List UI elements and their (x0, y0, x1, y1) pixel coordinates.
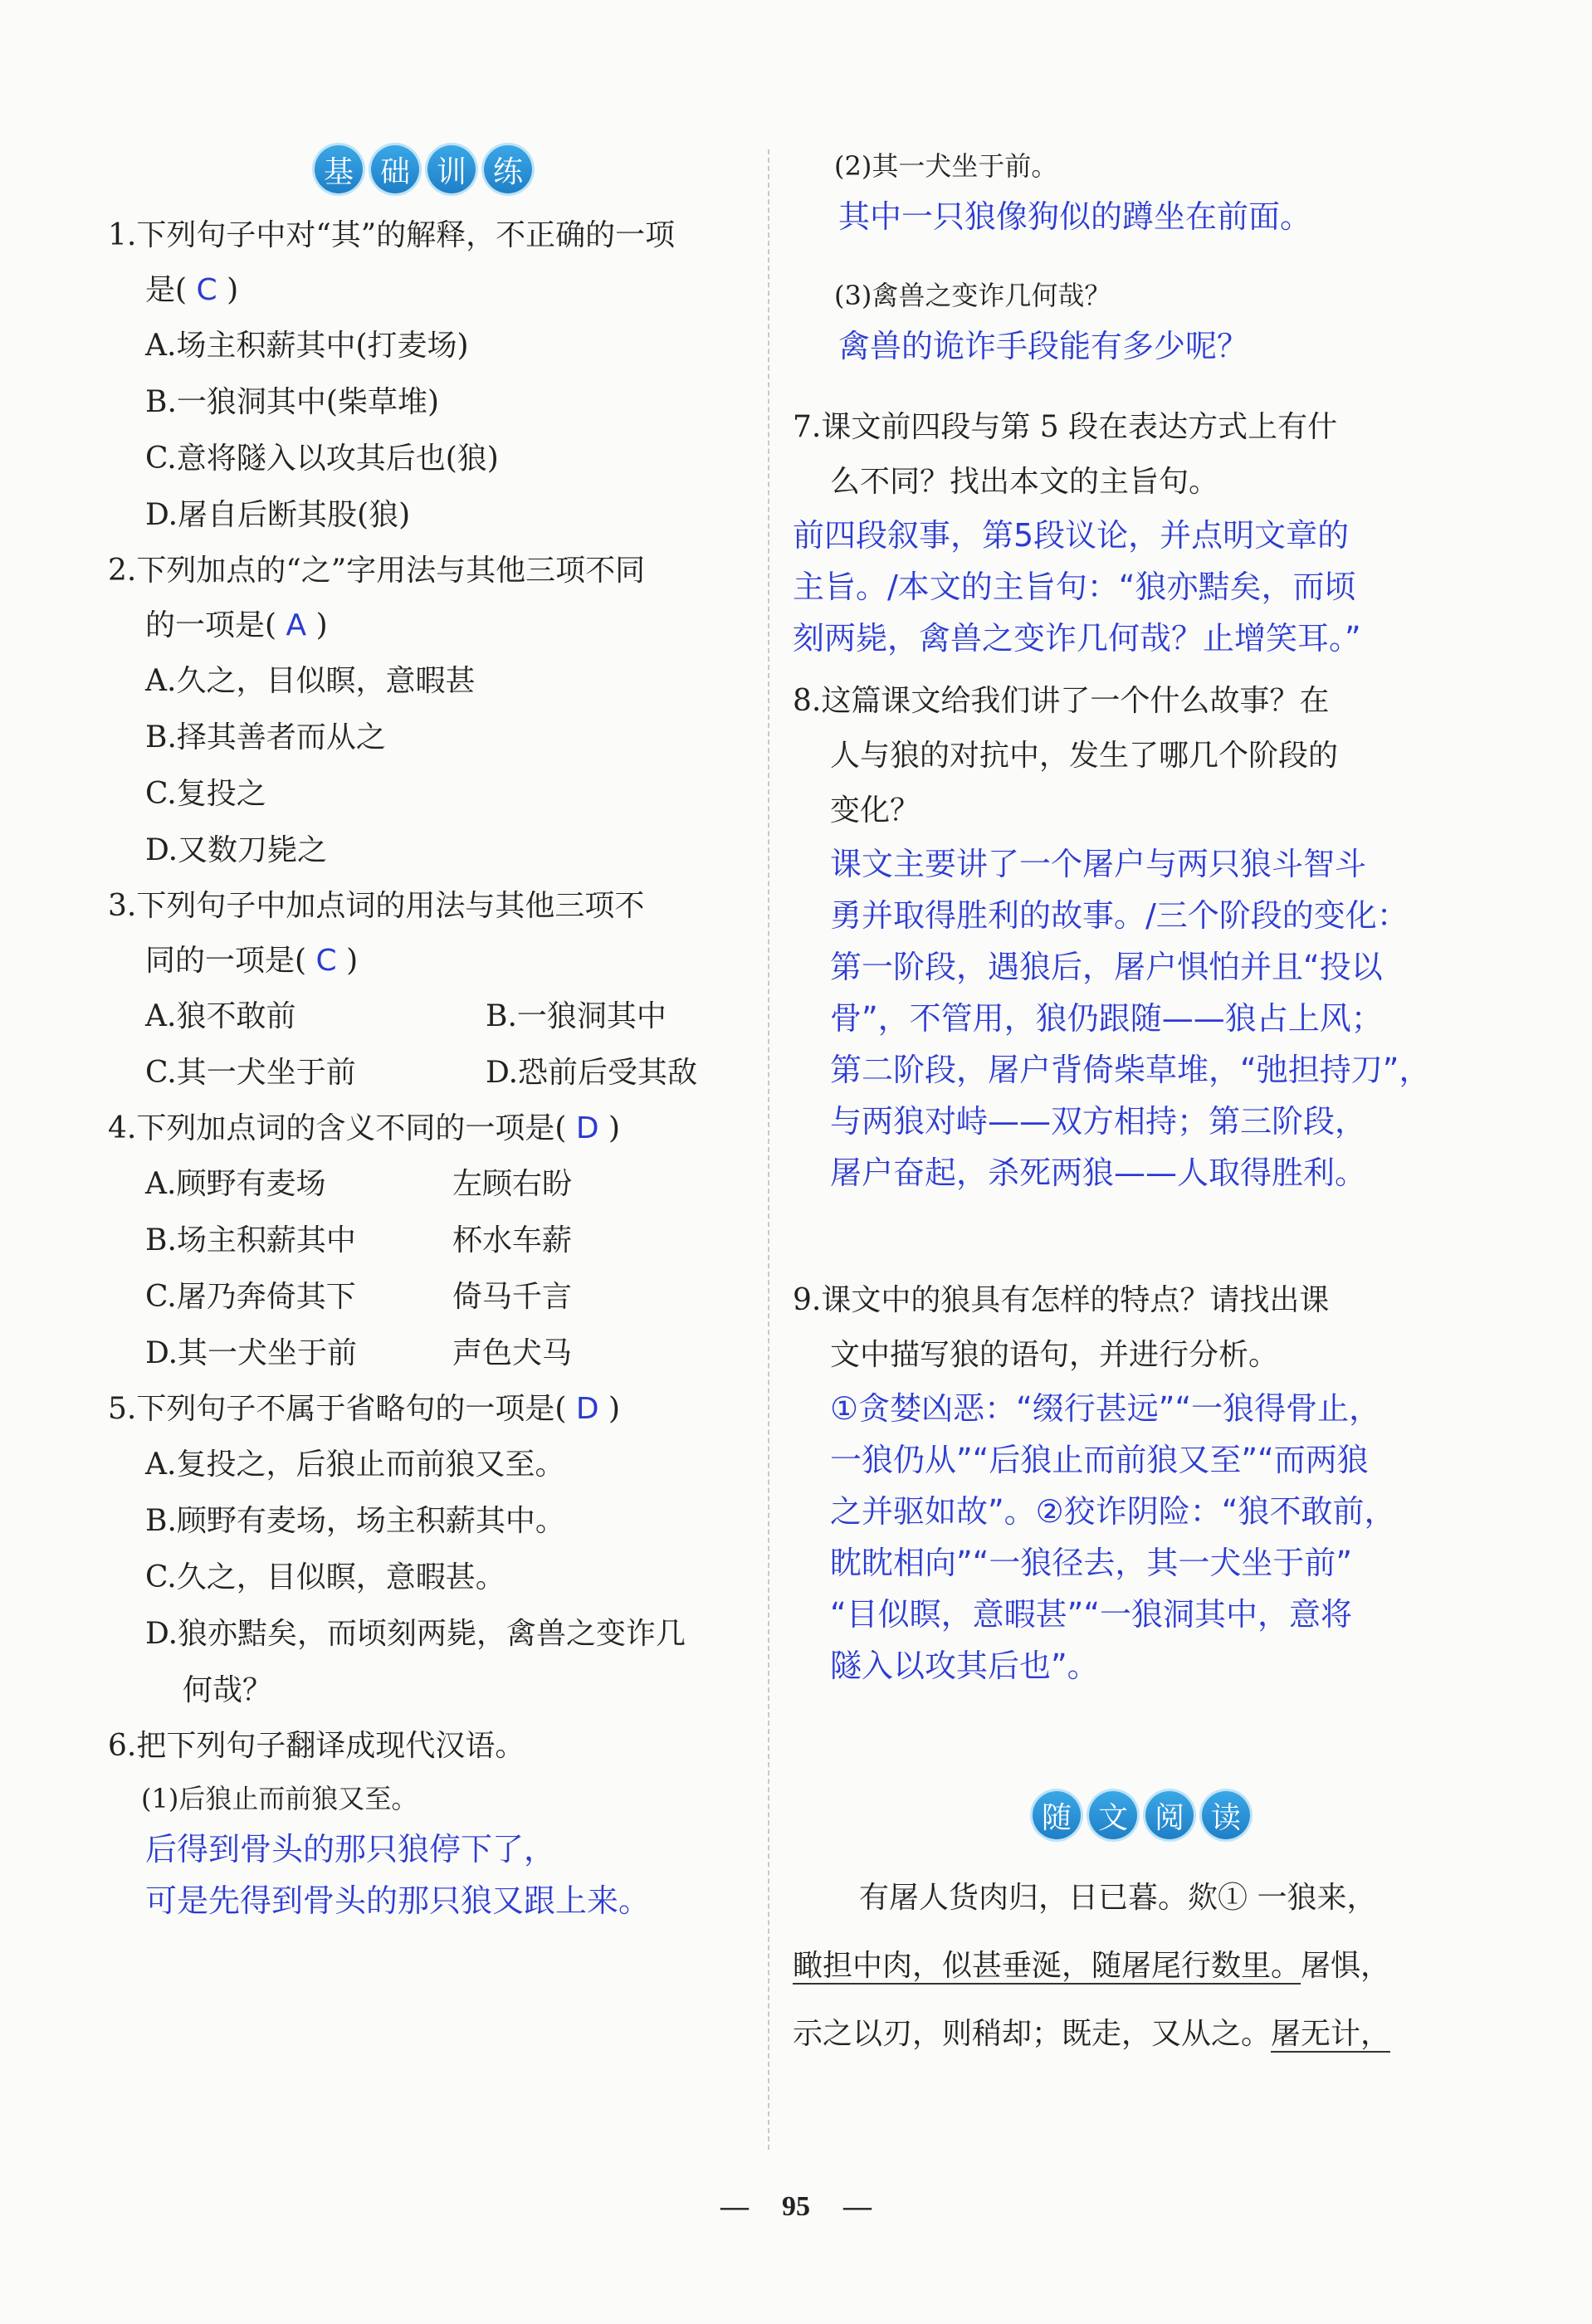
page-number (0, 2191, 1592, 2223)
section-header-basic-training (108, 145, 739, 193)
question-1 (108, 208, 739, 318)
question-2 (108, 544, 739, 653)
translation-sentence-2: (2)其一犬坐于前。 (834, 150, 1058, 182)
translation-answer-3: 禽兽的诡诈手段能有多少呢？ (838, 328, 1249, 364)
question-stem: ) (315, 608, 328, 642)
answer-line: 第一阶段，遇狼后，屠户惧怕并且“投以 (830, 949, 1383, 985)
option-row (108, 1156, 739, 1213)
section-badge: 随 (1033, 1791, 1081, 1839)
question-stem: 4.下列加点词的含义不同的一项是( (108, 1111, 567, 1145)
option-row (108, 1269, 739, 1326)
question-stem: 文中描写狼的语句，并进行分析。 (830, 1338, 1279, 1372)
option: C.意将隧入以攻其后也(狼) (145, 442, 499, 476)
option: B.顾野有麦场，场主积薪其中。 (145, 1504, 565, 1538)
answer-line: 课文主要讲了一个屠户与两只狼斗智斗 (830, 846, 1367, 882)
option: A.场主积薪其中(打麦场) (145, 329, 469, 363)
question-stem: ) (346, 944, 359, 978)
question-stem: 9.课文中的狼具有怎样的特点？请找出课 (793, 1283, 1330, 1317)
question-8-answer (793, 838, 1490, 1199)
question-9-answer (793, 1383, 1490, 1692)
answer-line: 之并驱如故”。②狡诈阴险：“狼不敢前， (830, 1493, 1396, 1530)
option-compare: 声色犬马 (452, 1336, 573, 1370)
answer-choice: C (315, 944, 337, 978)
option: A.久之，目似瞑，意暇甚 (145, 664, 476, 698)
option: C.屠乃奔倚其下 (145, 1280, 356, 1314)
answer-choice: C (196, 273, 217, 307)
passage-text: 屠惧， (1301, 1949, 1391, 1983)
translation-answer-1 (108, 1824, 739, 1926)
answer-line: 与两狼对峙——双方相持；第三阶段， (830, 1103, 1367, 1140)
section-badge: 础 (371, 145, 419, 193)
question-stem: 么不同？找出本文的主旨句。 (830, 465, 1219, 499)
question-7 (793, 400, 1490, 510)
question-stem: ) (608, 1392, 621, 1426)
option-row (108, 989, 739, 1045)
option: B.一狼洞其中 (486, 999, 667, 1033)
section-badge: 基 (315, 145, 363, 193)
option: C.复投之 (145, 777, 266, 811)
page-number-value: 95 (782, 2191, 810, 2222)
option: D.其一犬坐于前 (145, 1336, 358, 1370)
question-9 (793, 1273, 1490, 1383)
option: B.场主积薪其中 (145, 1223, 356, 1257)
translation-answer-2: 其中一只狼像狗似的蹲坐在前面。 (838, 198, 1312, 235)
answer-line: 屠户奋起，杀死两狼——人取得胜利。 (830, 1155, 1367, 1191)
section-badge: 训 (427, 145, 476, 193)
option: D.又数刀毙之 (145, 833, 328, 867)
option: D.屠自后断其股(狼) (145, 498, 411, 532)
option: B.择其善者而从之 (145, 720, 386, 754)
question-stem: 8.这篇课文给我们讲了一个什么故事？在 (793, 684, 1330, 718)
underlined-sentence: 屠无计， (1271, 2017, 1391, 2051)
option-compare: 倚马千言 (452, 1280, 573, 1314)
question-stem: 2.下列加点的“之”字用法与其他三项不同 (108, 554, 646, 588)
option: A.复投之，后狼止而前狼又至。 (145, 1448, 565, 1482)
answer-line: “目似瞑，意暇甚”“一狼洞其中，意将 (830, 1596, 1353, 1633)
section-badge: 阅 (1145, 1791, 1194, 1839)
question-stem: 1.下列句子中对“其”的解释，不正确的一项 (108, 218, 676, 252)
answer-line: 隧入以攻其后也”。 (830, 1648, 1099, 1684)
question-8 (793, 674, 1490, 838)
question-6-stem: 6.把下列句子翻译成现代汉语。 (108, 1729, 525, 1763)
translation-sentence-3: (3)禽兽之变诈几何哉？ (834, 280, 1111, 311)
section-header-reading (793, 1791, 1490, 1839)
question-4 (108, 1101, 739, 1156)
option: A.顾野有麦场 (145, 1167, 326, 1201)
question-stem: 7.课文前四段与第 5 段在表达方式上有什 (793, 410, 1338, 444)
answer-line: ①贪婪凶恶：“缀行甚远”“一狼得骨止， (830, 1390, 1381, 1427)
column-divider (768, 149, 769, 2150)
translation-sentence-1: (1)后狼止而前狼又至。 (141, 1783, 418, 1814)
page-number-dash: — (843, 2191, 872, 2222)
answer-line: 刻两毙，禽兽之变诈几何哉？止增笑耳。” (793, 620, 1361, 657)
option-row (108, 1045, 739, 1101)
question-stem: ) (608, 1111, 621, 1145)
option: D.狼亦黠矣，而顷刻两毙，禽兽之变诈几 (145, 1617, 686, 1651)
underlined-sentence: 瞰担中肉，似甚垂涎，随屠尾行数里。 (793, 1949, 1301, 1983)
option: B.一狼洞其中(柴草堆) (145, 385, 439, 419)
reading-passage-line-3 (793, 2000, 1490, 2068)
passage-text: 示之以刃，则稍却；既走，又从之。 (793, 2017, 1272, 2051)
section-badge: 文 (1089, 1791, 1137, 1839)
question-stem: ) (227, 273, 239, 307)
option-continued: 何哉？ (183, 1673, 273, 1707)
answer-line: 后得到骨头的那只狼停下了， (145, 1831, 556, 1868)
answer-line: 主旨。/本文的主旨句：“狼亦黠矣，而顷 (793, 569, 1356, 605)
question-stem: 3.下列句子中加点词的用法与其他三项不 (108, 889, 645, 923)
option: C.久之，目似瞑，意暇甚。 (145, 1560, 505, 1594)
right-column (793, 141, 1490, 2068)
option: C.其一犬坐于前 (145, 1056, 356, 1090)
section-badge: 读 (1202, 1791, 1250, 1839)
question-stem: 的一项是( (145, 608, 277, 642)
answer-choice: D (575, 1111, 599, 1145)
answer-choice: A (286, 608, 307, 642)
page-number-dash: — (720, 2191, 749, 2222)
answer-choice: D (575, 1392, 599, 1426)
option-row (108, 1326, 739, 1382)
option-compare: 左顾右盼 (452, 1167, 573, 1201)
left-column (108, 145, 739, 1926)
section-badge: 练 (484, 145, 532, 193)
question-5 (108, 1382, 739, 1437)
question-stem: 人与狼的对抗中，发生了哪几个阶段的 (830, 739, 1339, 773)
option-row (108, 1213, 739, 1269)
answer-line: 眈眈相向”“一狼径去，其一犬坐于前” (830, 1545, 1353, 1581)
option: D.恐前后受其敌 (486, 1056, 698, 1090)
answer-line: 前四段叙事，第5段议论，并点明文章的 (793, 517, 1350, 554)
reading-passage-line-2 (793, 1932, 1490, 2000)
question-stem: 变化？ (830, 793, 921, 828)
question-stem: 是( (145, 273, 188, 307)
question-stem: 同的一项是( (145, 944, 307, 978)
question-7-answer (793, 510, 1490, 664)
option: A.狼不敢前 (145, 999, 296, 1033)
question-stem: 5.下列句子不属于省略句的一项是( (108, 1392, 567, 1426)
reading-passage-line-1: 有屠人货肉归，日已暮。欻① 一狼来， (859, 1881, 1377, 1915)
answer-line: 勇并取得胜利的故事。/三个阶段的变化： (830, 897, 1409, 934)
question-3 (108, 879, 739, 989)
option-compare: 杯水车薪 (452, 1223, 573, 1257)
answer-line: 骨”，不管用，狼仍跟随——狼占上风； (830, 1000, 1383, 1037)
answer-line: 第二阶段，屠户背倚柴草堆，“弛担持刀”， (830, 1052, 1431, 1088)
answer-line: 可是先得到骨头的那只狼又跟上来。 (145, 1882, 651, 1919)
answer-line: 一狼仍从”“后狼止而前狼又至”“而两狼 (830, 1442, 1369, 1478)
